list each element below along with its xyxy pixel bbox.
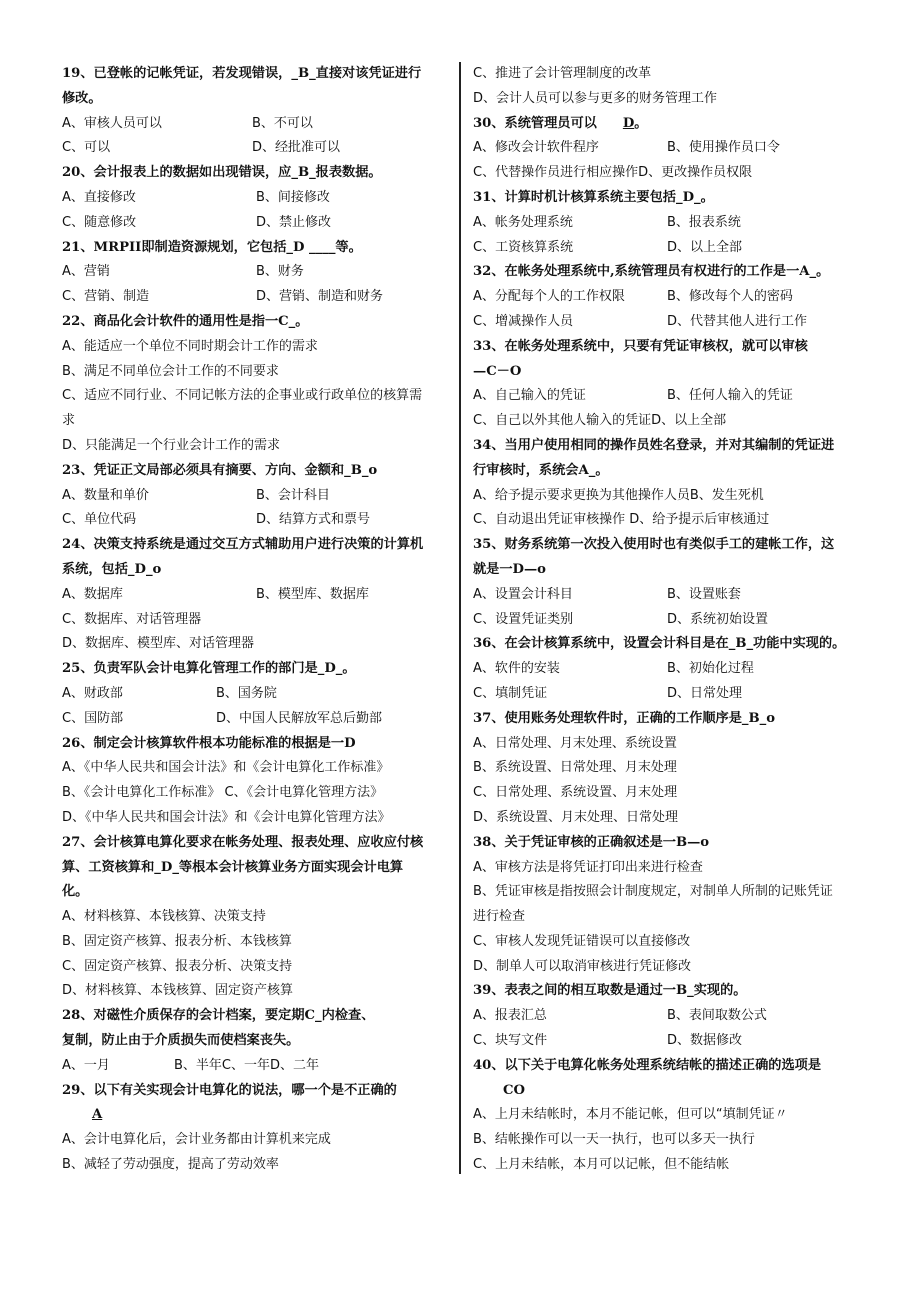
question-39-text: 39、表表之间的相互取数是通过一B_实现的。 [473,983,747,999]
question-28-options-row1: A、一月 B、半年C、一年D、二年 [62,1057,320,1073]
question-40-option-b: B、结帐操作可以一天一执行，也可以多天一执行 [473,1132,755,1148]
question-33-options-row2: C、自己以外其他人输入的凭证D、以上全部 [473,413,727,429]
question-21-options-row1: A、营销 B、财务 [62,264,304,280]
question-25-text: 25、负责军队会计电算化管理工作的部门是_D_。 [62,661,356,677]
question-35-options-row2: C、设置凭证类别 D、系统初始设置 [473,611,769,627]
right-column [473,62,858,1178]
question-24-options-row1: A、数据库 B、模型库、数据库 [62,586,369,602]
question-22-option-a: A、能适应一个单位不同时期会计工作的需求 [62,338,318,354]
question-30-text: 30、系统管理员可以 D。 [473,115,648,131]
question-27-text-cont1: 算、工资核算和_D_等根本会计核算业务方面实现会计电算 [62,859,404,875]
question-23-options-row1: A、数量和单价 B、会计科目 [62,487,330,503]
question-24-text: 24、决策支持系统是通过交互方式辅助用户进行决策的计算机 [62,537,424,553]
question-22-option-b: B、满足不同单位会计工作的不同要求 [62,363,279,379]
question-38-text: 38、关于凭证审核的正确叙述是一B—o [473,834,710,850]
question-26-option-bc: B、《会计电算化工作标准》 C、《会计电算化管理方法》 [62,785,384,801]
question-35-options-row1: A、设置会计科目 B、设置账套 [473,586,741,602]
question-29-text: 29、以下有关实现会计电算化的说法，哪一个是不正确的 [62,1082,397,1098]
question-19-options-row1: A、审核人员可以 B、不可以 [62,115,313,131]
question-22-text: 22、商品化会计软件的通用性是指一C_。 [62,313,309,329]
question-34-options-row2: C、自动退出凭证审核操作 D、给予提示后审核通过 [473,512,770,528]
question-30-options-row2: C、代替操作员进行相应操作D、更改操作员权限 [473,165,753,181]
question-29-answer: A [92,1107,103,1123]
question-30-options-row1: A、修改会计软件程序 B、使用操作员口令 [473,140,780,156]
question-33-text-cont: —C－O [473,363,522,379]
question-34-text: 34、当用户使用相同的操作员姓名登录，并对其编制的凭证进 [473,437,835,453]
question-28-text-cont: 复制，防止由于介质损失而使档案丧失。 [62,1033,300,1049]
question-34-text-cont: 行审核时，系统会A_。 [473,462,609,478]
question-27-text: 27、会计核算电算化要求在帐务处理、报表处理、应收应付核 [62,834,424,850]
question-35-text: 35、财务系统第一次投入使用时也有类似手工的建帐工作，这 [473,537,835,553]
question-39-options-row1: A、报表汇总 B、表间取数公式 [473,1008,767,1024]
question-38-option-b-cont: 进行检查 [473,909,526,925]
question-26-text: 26、制定会计核算软件根本功能标准的根据是一D [62,735,356,751]
question-36-text: 36、在会计核算系统中，设置会计科目是在_B_功能中实现的。 [473,636,846,652]
question-27-option-c: C、固定资产核算、报表分析、决策支持 [62,958,293,974]
question-38-option-b: B、凭证审核是指按照会计制度规定，对制单人所制的记账凭证 [473,884,833,900]
question-33-options-row1: A、自己输入的凭证 B、任何人输入的凭证 [473,388,793,404]
question-32-options-row1: A、分配每个人的工作权限 B、修改每个人的密码 [473,289,793,305]
question-37-option-b: B、系统设置、日常处理、月末处理 [473,760,677,776]
question-35-text-cont: 就是一D—o [473,561,546,577]
question-37-option-a: A、日常处理、月末处理、系统设置 [473,735,677,751]
left-column [62,62,447,1178]
question-24-option-d: D、数据库、模型库、对话管理器 [62,636,255,652]
question-26-option-d: D、《中华人民共和国会计法》和《会计电算化管理方法》 [62,809,391,825]
question-40-option-c: C、上月未结帐，本月可以记帐，但不能结帐 [473,1157,730,1173]
question-32-options-row2: C、增减操作人员 D、代替其他人进行工作 [473,313,808,329]
question-32-text: 32、在帐务处理系统中,系统管理员有权进行的工作是一A_。 [473,264,830,280]
question-40-option-a: A、上月未结帐时，本月不能记帐，但可以“填制凭证〃 [473,1107,788,1123]
question-21-text: 21、MRPII即制造资源规划，它包括_D ____等。 [62,239,362,255]
question-23-options-row2: C、单位代码 D、结算方式和票号 [62,512,371,528]
question-37-text: 37、使用账务处理软件时，正确的工作顺序是_B_o [473,710,776,726]
question-33-text: 33、在帐务处理系统中，只要有凭证审核权，就可以审核 [473,338,808,354]
question-19-text: 19、已登帐的记帐凭证，若发现错误，_B_直接对该凭证进行 [62,66,422,81]
question-21-options-row2: C、营销、制造 D、营销、制造和财务 [62,289,384,305]
question-31-options-row2: C、工资核算系统 D、以上全部 [473,239,743,255]
question-20-text: 20、会计报表上的数据如出现错误，应_B_报表数据。 [62,165,382,181]
question-30-answer: D [622,115,635,131]
question-23-text: 23、凭证正文局部必须具有摘要、方向、金额和_B_o [62,462,378,478]
question-19-options-row2: C、可以 D、经批准可以 [62,140,341,156]
question-31-options-row1: A、帐务处理系统 B、报表系统 [473,214,741,230]
question-25-options-row2: C、国防部 D、中国人民解放军总后勤部 [62,710,383,726]
question-29-option-c: C、推进了会计管理制度的改革 [473,66,652,81]
column-divider [459,62,461,1174]
question-28-text: 28、对磁性介质保存的会计档案，要定期C_内检查、 [62,1008,375,1024]
question-36-options-row2: C、填制凭证 D、日常处理 [473,685,743,701]
question-34-options-row1: A、给予提示要求更换为其他操作人员B、发生死机 [473,487,764,503]
question-40-text-cont: CO [503,1082,525,1098]
question-38-option-d: D、制单人可以取消审核进行凭证修改 [473,958,692,974]
question-29-option-a: A、会计电算化后，会计业务都由计算机来完成 [62,1132,331,1148]
question-20-options-row2: C、随意修改 D、禁止修改 [62,214,332,230]
question-26-option-a: A、《中华人民共和国会计法》和《会计电算化工作标准》 [62,760,390,776]
question-40-text: 40、以下关于电算化帐务处理系统结帐的描述正确的选项是 [473,1057,822,1073]
question-36-options-row1: A、软件的安装 B、初始化过程 [473,661,754,677]
question-19-text-cont: 修改。 [62,90,102,106]
question-27-option-d: D、材料核算、本钱核算、固定资产核算 [62,983,294,999]
question-27-text-cont2: 化。 [62,884,89,900]
question-29-option-d: D、会计人员可以参与更多的财务管理工作 [473,90,718,106]
question-31-text: 31、计算时机计核算系统主要包括_D_。 [473,189,714,205]
question-38-option-a: A、审核方法是将凭证打印出来进行检查 [473,859,703,875]
question-22-option-d: D、只能满足一个行业会计工作的需求 [62,437,281,453]
question-24-text-cont: 系统，包括_D_o [62,561,162,577]
question-20-options-row1: A、直接修改 B、间接修改 [62,189,330,205]
question-39-options-row2: C、块写文件 D、数据修改 [473,1033,743,1049]
question-37-option-d: D、系统设置、月末处理、日常处理 [473,809,679,825]
question-38-option-c: C、审核人发现凭证错误可以直接修改 [473,933,691,949]
question-22-option-c: C、适应不同行业、不同记帐方法的企事业或行政单位的核算需 [62,388,423,404]
question-27-option-b: B、固定资产核算、报表分析、本钱核算 [62,933,292,949]
question-29-option-b: B、减轻了劳动强度，提高了劳动效率 [62,1157,279,1173]
question-25-options-row1: A、财政部 B、国务院 [62,685,277,701]
question-27-option-a: A、材料核算、本钱核算、决策支持 [62,909,266,925]
question-24-option-c: C、数据库、对话管理器 [62,611,202,627]
question-37-option-c: C、日常处理、系统设置、月末处理 [473,785,678,801]
question-22-option-c-cont: 求 [62,413,76,429]
